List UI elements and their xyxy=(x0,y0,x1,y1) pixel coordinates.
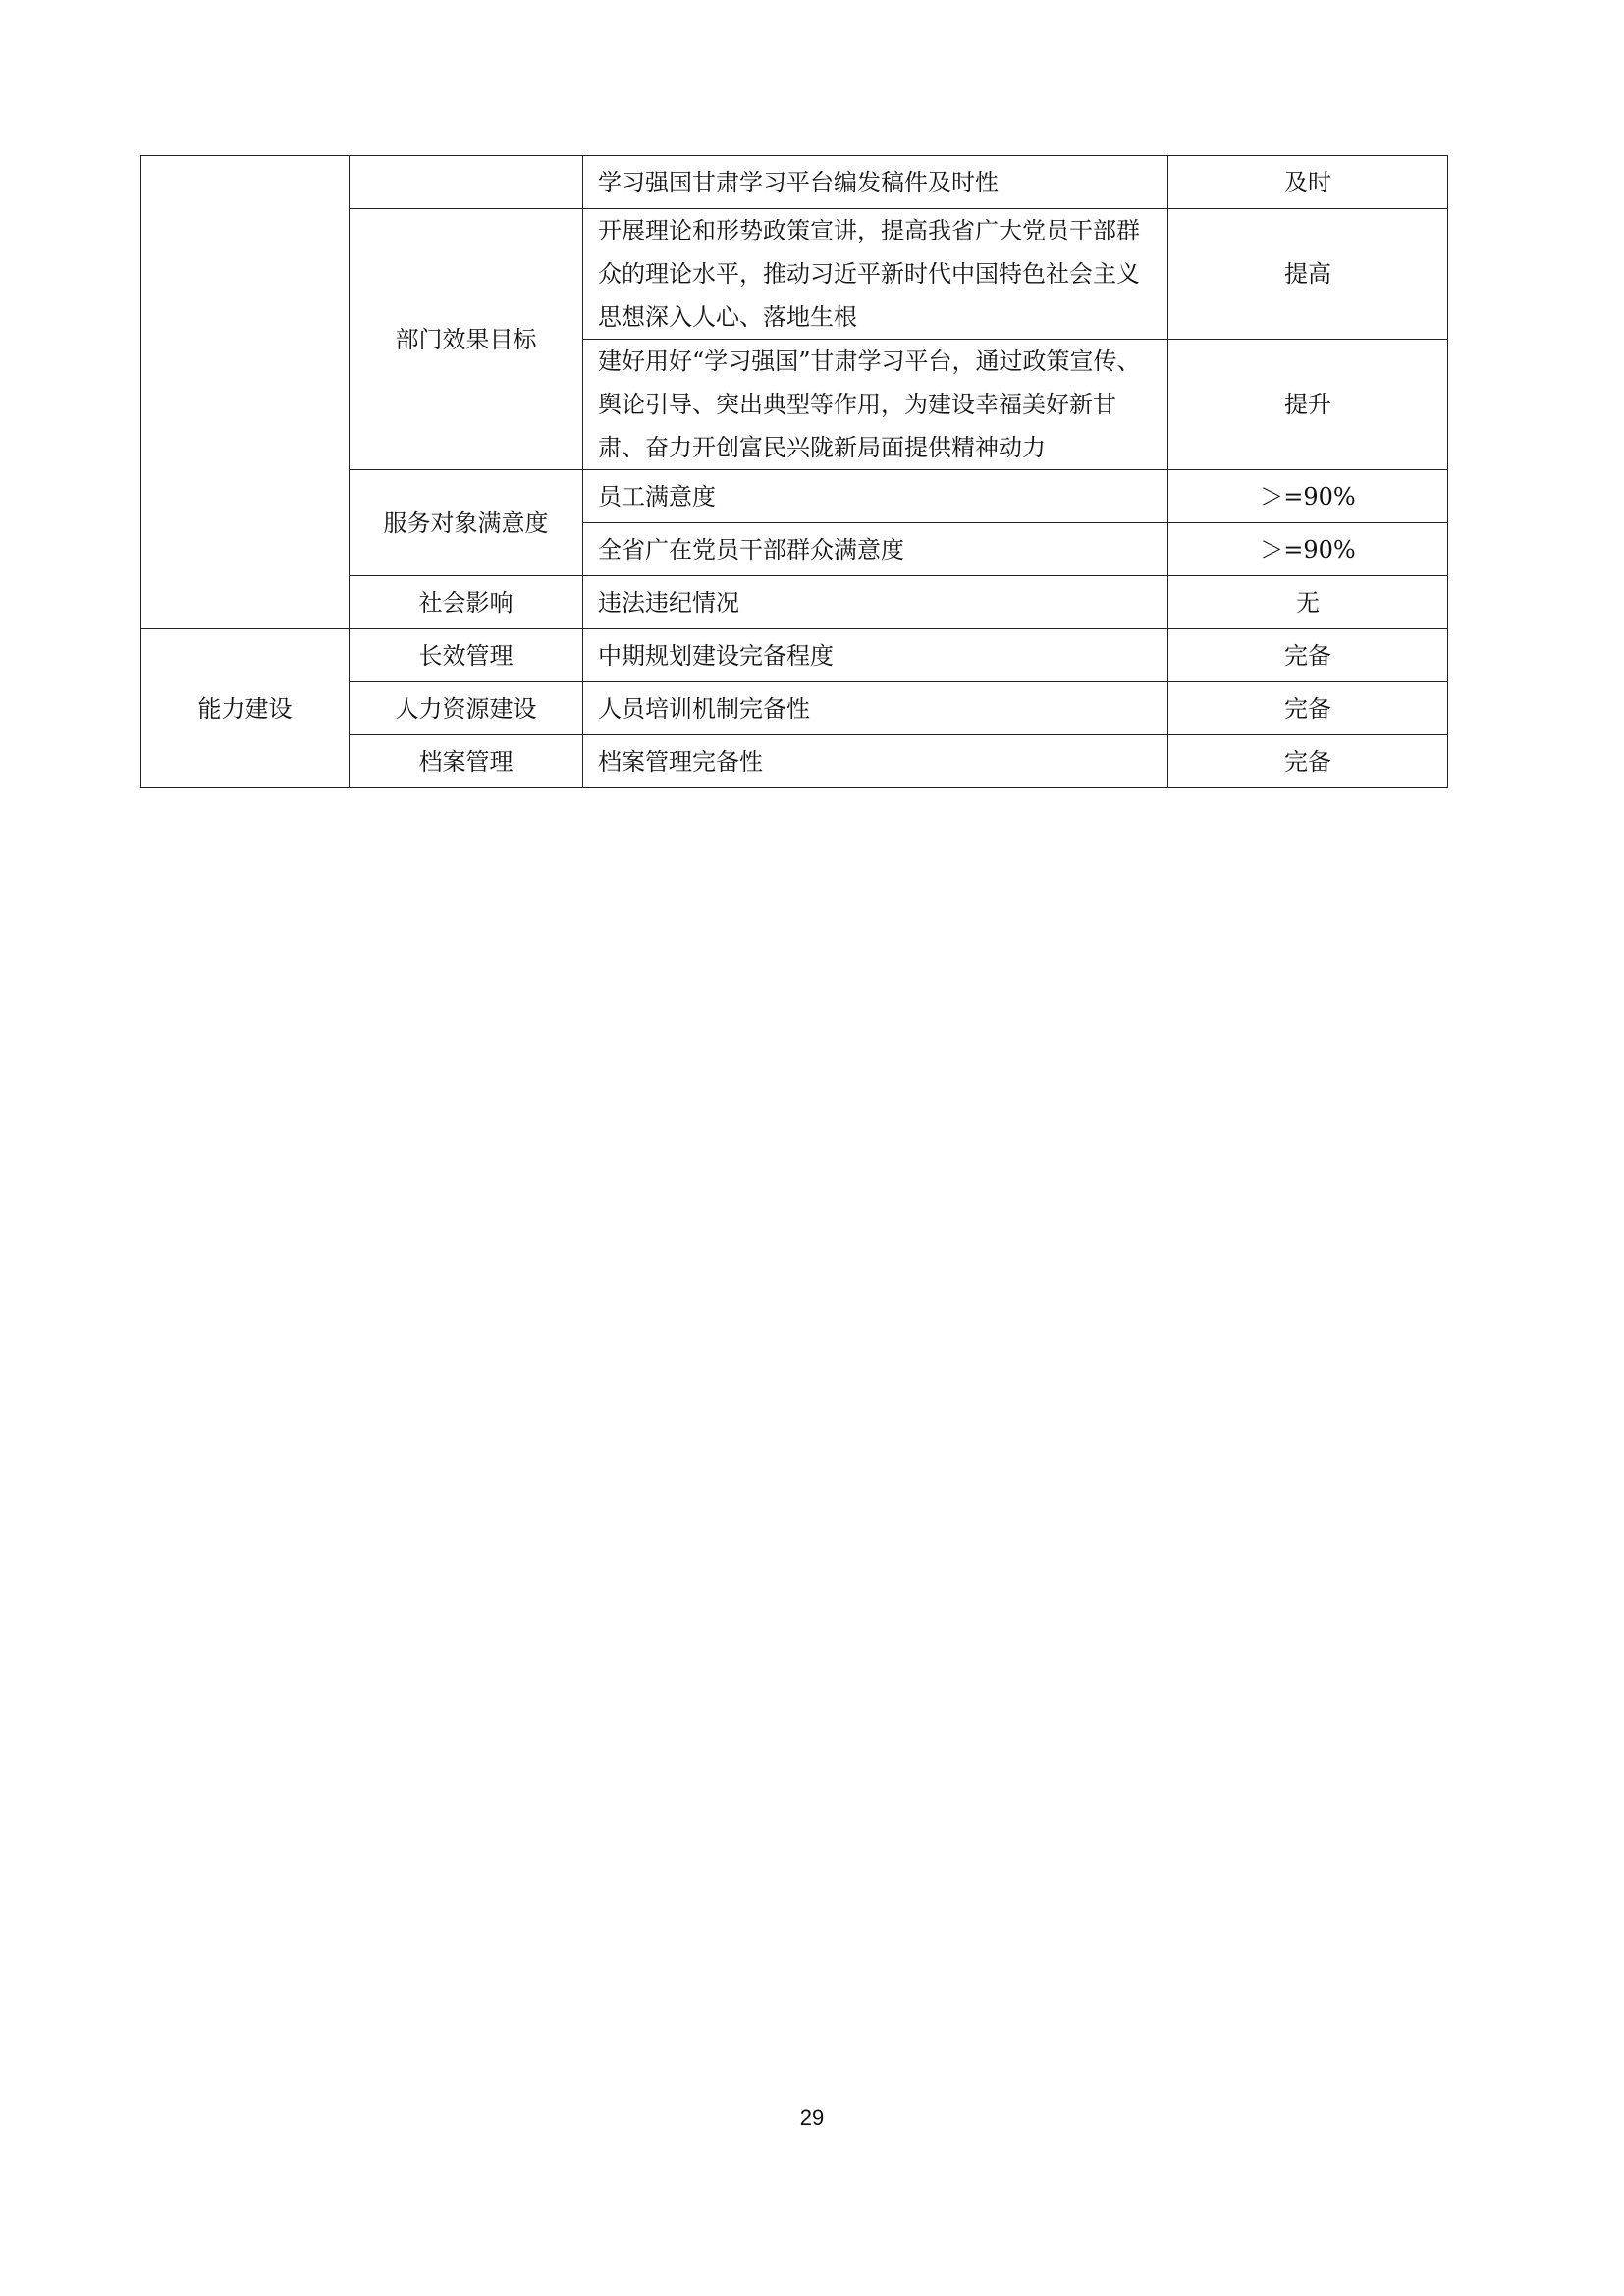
target-value-cell: 完备 xyxy=(1168,735,1448,788)
level2-indicator-cell: 人力资源建设 xyxy=(350,682,583,735)
target-value-cell: 无 xyxy=(1168,576,1448,629)
level2-indicator-cell: 档案管理 xyxy=(350,735,583,788)
level2-indicator-cell xyxy=(350,156,583,209)
target-value-cell: 完备 xyxy=(1168,682,1448,735)
table-row xyxy=(141,629,1448,682)
level3-indicator-cell: 违法违纪情况 xyxy=(583,576,1168,629)
target-value-cell: 完备 xyxy=(1168,629,1448,682)
level3-indicator-cell: 学习强国甘肃学习平台编发稿件及时性 xyxy=(583,156,1168,209)
target-value-cell: ＞=90% xyxy=(1168,523,1448,576)
level3-indicator-cell: 人员培训机制完备性 xyxy=(583,682,1168,735)
level1-indicator-cell xyxy=(141,156,350,629)
level3-indicator-cell: 档案管理完备性 xyxy=(583,735,1168,788)
level3-indicator-cell: 开展理论和形势政策宣讲，提高我省广大党员干部群众的理论水平，推动习近平新时代中国特色社会主义思想深入人心、落地生根 xyxy=(583,209,1168,340)
level3-indicator-cell: 员工满意度 xyxy=(583,470,1168,523)
page-number: 29 xyxy=(799,2106,825,2130)
indicator-table xyxy=(140,155,1448,788)
level2-indicator-cell: 部门效果目标 xyxy=(350,209,583,470)
level3-indicator-cell: 全省广在党员干部群众满意度 xyxy=(583,523,1168,576)
level3-indicator-cell: 建好用好“学习强国”甘肃学习平台，通过政策宣传、舆论引导、突出典型等作用，为建设幸福美好新甘肃、奋力开创富民兴陇新局面提供精神动力 xyxy=(583,340,1168,470)
level2-indicator-cell: 服务对象满意度 xyxy=(350,470,583,576)
level2-indicator-cell: 长效管理 xyxy=(350,629,583,682)
target-value-cell: 提高 xyxy=(1168,209,1448,340)
table-row xyxy=(141,156,1448,209)
target-value-cell: 及时 xyxy=(1168,156,1448,209)
level1-indicator-cell: 能力建设 xyxy=(141,629,350,788)
target-value-cell: 提升 xyxy=(1168,340,1448,470)
level2-indicator-cell: 社会影响 xyxy=(350,576,583,629)
target-value-cell: ＞=90% xyxy=(1168,470,1448,523)
level3-indicator-cell: 中期规划建设完备程度 xyxy=(583,629,1168,682)
